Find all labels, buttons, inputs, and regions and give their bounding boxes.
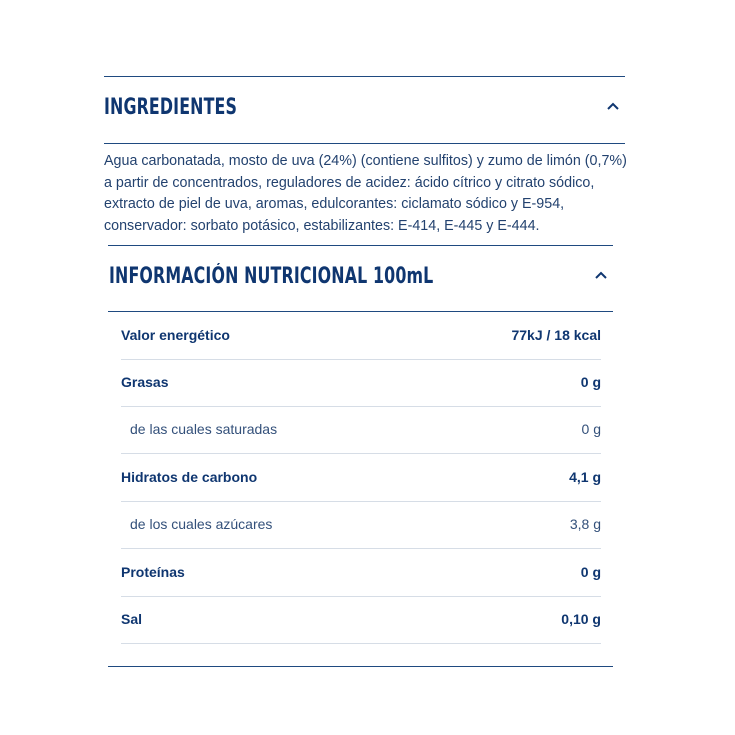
nutrition-row-label: Proteínas xyxy=(121,564,185,580)
nutrition-title[interactable]: INFORMACIÓN NUTRICIONAL 100mL xyxy=(109,264,434,289)
row-divider xyxy=(121,406,601,407)
nutrition-top-divider xyxy=(108,245,613,246)
row-divider xyxy=(121,453,601,454)
row-divider xyxy=(121,501,601,502)
nutrition-row-label: Hidratos de carbono xyxy=(121,469,258,485)
nutrition-row-label: de las cuales saturadas xyxy=(130,421,278,437)
nutrition-row-value: 0,10 g xyxy=(561,611,601,627)
row-divider xyxy=(121,596,601,597)
ingredients-title[interactable]: INGREDIENTES xyxy=(104,95,238,120)
nutrition-row-value: 0 g xyxy=(581,421,601,437)
row-divider xyxy=(121,643,601,644)
nutrition-row-label: Grasas xyxy=(121,374,169,390)
nutrition-header-divider xyxy=(108,311,613,312)
nutrition-row-value: 4,1 g xyxy=(569,469,601,485)
nutrition-row-label: Valor energético xyxy=(121,327,230,343)
row-divider xyxy=(121,359,601,360)
ingredients-top-divider xyxy=(104,76,625,77)
ingredients-text: Agua carbonatada, mosto de uva (24%) (contiene sulfitos) y zumo de limón (0,7%) a partir de concentrados, reguladores de acidez: ácido cítrico y citrato sódico, extracto de piel de uva, aromas, edulcorantes: ciclamato sódico y E-954, conservador: sorbato potásico, estabilizantes: E-414, E-445 y E-444. xyxy=(104,153,627,234)
chevron-up-icon[interactable] xyxy=(593,269,609,281)
chevron-up-icon[interactable] xyxy=(605,100,621,112)
ingredients-header-divider xyxy=(104,143,625,144)
nutrition-bottom-divider xyxy=(108,666,613,667)
nutrition-row-value: 0 g xyxy=(580,564,601,580)
row-divider xyxy=(121,548,601,549)
nutrition-row-value: 3,8 g xyxy=(569,516,601,532)
nutrition-row-value: 77kJ / 18 kcal xyxy=(511,327,601,343)
nutrition-row-label: de los cuales azúcares xyxy=(130,516,273,532)
nutrition-row-label: Sal xyxy=(121,611,143,627)
nutrition-row-value: 0 g xyxy=(580,374,601,390)
